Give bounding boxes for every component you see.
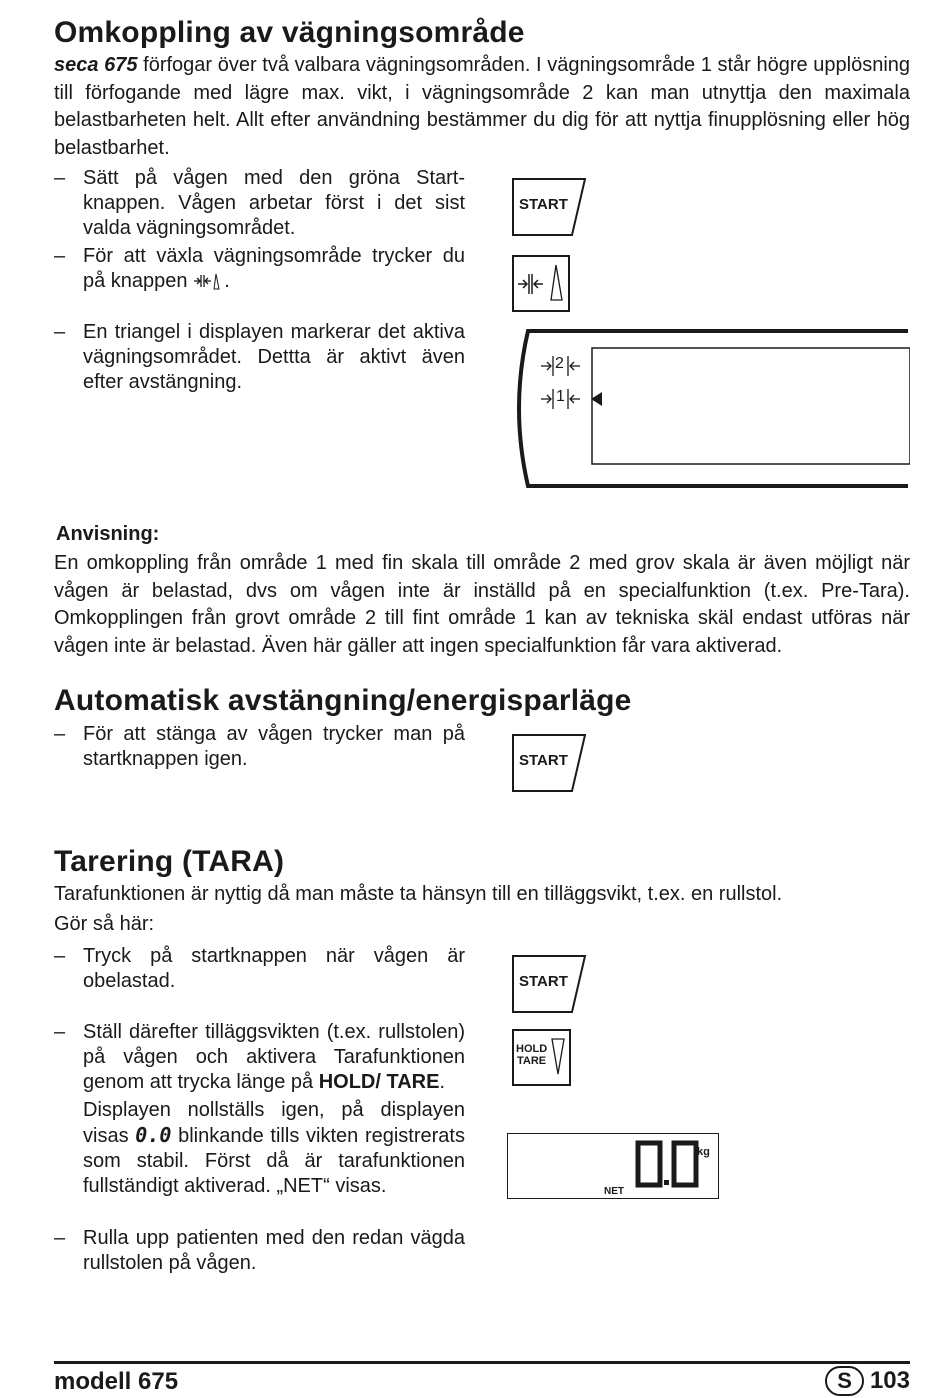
brand-name: seca 675 <box>54 54 138 76</box>
footer-rule <box>54 1361 910 1364</box>
start-button-illustration <box>512 734 588 797</box>
net-display <box>507 1133 719 1199</box>
hold-tare-button-illustration <box>512 1029 574 1092</box>
range-label-2: 2 <box>555 355 564 372</box>
list-item: – Sätt på vågen med den gröna Start-knappen. Vågen arbetar först i det sist valda vägningsområdet. <box>54 167 465 239</box>
display-unit: kg <box>697 1146 710 1158</box>
start-button-illustration <box>512 178 588 241</box>
list-item-continuation: Displayen nollställs igen, på displayen visas 0.0 blinkande tills vikten registrerats som stabil. Först då är tarafunktionen fullständigt aktiverad. „NET“ visas. <box>83 1099 465 1197</box>
list-item-text: Sätt på vågen med den gröna Start-knappen. Vågen arbetar först i det sist valda vägningsområdet. <box>83 167 465 239</box>
tare-howto: Gör så här: <box>54 913 155 935</box>
range-switch-button-illustration <box>512 255 572 318</box>
list-item-text: För att växla vägningsområde trycker du på knappen <box>83 245 465 292</box>
tare-intro: Tarafunktionen är nyttig då man måste ta hänsyn till en tilläggsvikt, t.ex. en rullstol. <box>54 883 783 905</box>
section-title-tare: Tarering (TARA) <box>54 845 285 878</box>
range-label-1: 1 <box>556 388 565 405</box>
footer-model: modell 675 <box>54 1368 179 1395</box>
list-item-text: Tryck på startknappen när vågen är obelastad. <box>83 945 465 992</box>
list-item: – För att stänga av vågen trycker man på startknappen igen. <box>54 723 465 770</box>
list-item: – Ställ därefter tilläggsvikten (t.ex. rullstolen) på vågen och aktivera Tarafunktionen genom att trycka länge på HOLD/ TARE. Displayen nollställs igen, på displayen visas 0.0 blinkande tills vikten registrerats som stabil. Först då är tarafunktionen fullständigt aktiverad. „NET“ visas. <box>54 1021 465 1197</box>
page-number: 103 <box>869 1367 910 1394</box>
start-button-label: START <box>519 973 568 990</box>
display-zero-glyph: 0.0 <box>135 1123 172 1147</box>
section-title-auto-off: Automatisk avstängning/energisparläge <box>54 684 632 717</box>
intro-paragraph <box>54 52 910 162</box>
list-item: – En triangel i displayen markerar det aktiva vägningsområdet. Dettta är aktivt även efter avstängning. <box>54 321 465 393</box>
list-item: – Rulla upp patienten med den redan vägda rullstolen på vågen. <box>54 1227 465 1274</box>
list-item-text: Rulla upp patienten med den redan vägda rullstolen på vågen. <box>83 1227 465 1274</box>
hold-tare-key-label: HOLD/ TARE <box>318 1071 440 1093</box>
note-text: En omkoppling från område 1 med fin skala till område 2 med grov skala är även möjligt när vågen är belastad, dvs om vågen inte är inställd på en specialfunktion (t.ex. Pre-Tara). Omkopplingen från grovt område 2 till fint område 1 kan av tekniska skäl endast utföras när vågen inte är belastad. Även här gäller att ingen specialfunktion får vara aktiverad. <box>54 552 910 657</box>
section-title-range-switch: Omkoppling av vägningsområde <box>54 16 525 49</box>
list-item-text: För att stänga av vågen trycker man på startknappen igen. <box>83 723 465 770</box>
list-item-text: Ställ därefter tilläggsvikten (t.ex. rullstolen) på vågen och aktivera Tarafunktionen genom att trycka länge på <box>83 1021 465 1093</box>
note-title: Anvisning: <box>56 523 160 545</box>
footer-page-info <box>825 1366 910 1396</box>
list-item: – För att växla vägningsområde trycker du på knappen . <box>54 245 465 292</box>
weighing-range-display <box>508 328 910 497</box>
seven-segment-readout <box>634 1140 704 1190</box>
start-button-label: START <box>519 196 568 213</box>
list-item: – Tryck på startknappen när vågen är obelastad. <box>54 945 465 992</box>
start-button-illustration <box>512 955 588 1018</box>
list-item-text: En triangel i displayen markerar det aktiva vägningsområdet. Dettta är aktivt även efter avstängning. <box>83 321 465 393</box>
intro-text: förfogar över två valbara vägningsområden. I vägningsområde 1 står högre upplösning till förfogande med lägre max. vikt, i vägningsområde 2 kan man utnyttja den maximala belastbarheten helt. Allt efter användning bestämmer du dig för att nyttja finupplösning eller hög belastbarhet. <box>54 54 911 159</box>
hold-label: HOLD <box>516 1043 548 1055</box>
language-badge: S <box>825 1366 864 1396</box>
start-button-label: START <box>519 752 568 769</box>
display-net-label: NET <box>604 1186 624 1197</box>
tare-label: TARE <box>517 1055 547 1067</box>
range-switch-icon <box>193 272 224 291</box>
